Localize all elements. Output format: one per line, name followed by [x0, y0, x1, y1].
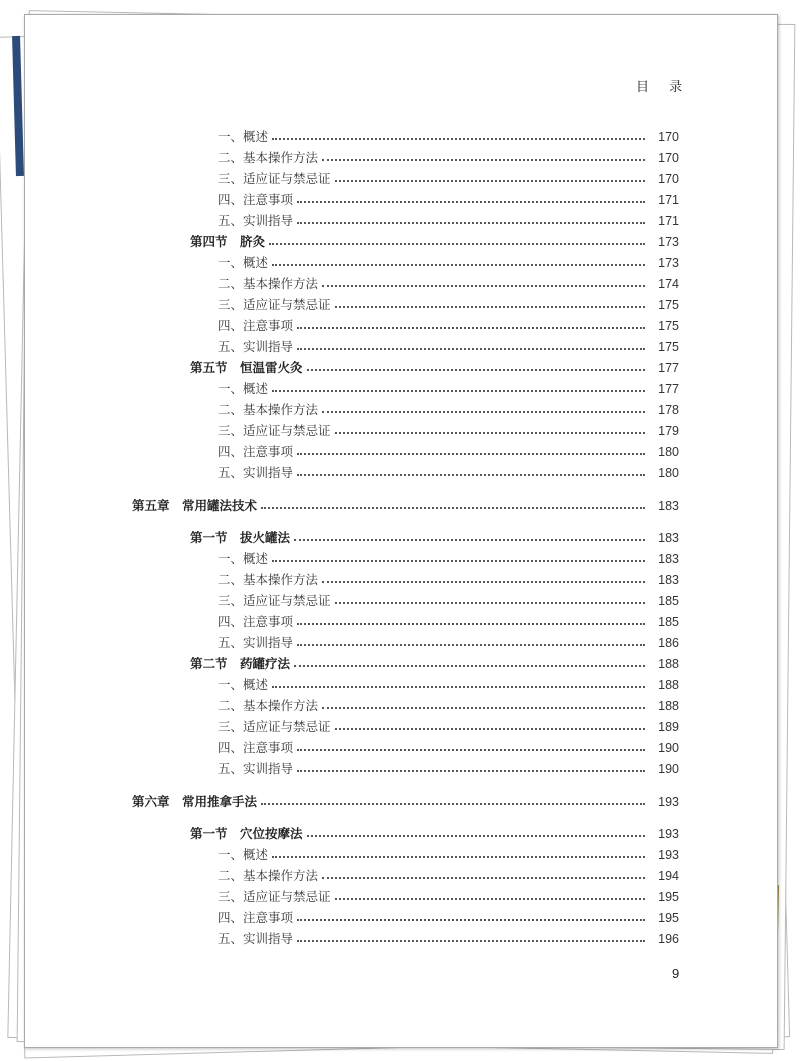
- toc-item-entry[interactable]: [218, 334, 679, 354]
- toc-entry-page-number: 183: [658, 552, 679, 566]
- toc-entry-title: 一、概述: [218, 129, 269, 144]
- dot-leader: [297, 348, 645, 350]
- toc-entry-page-number: 170: [658, 172, 679, 186]
- toc-item-entry[interactable]: [218, 863, 679, 883]
- toc-section-entry[interactable]: [190, 821, 679, 841]
- toc-section-entry[interactable]: [190, 355, 679, 375]
- dot-leader: [335, 432, 645, 434]
- toc-entry-page-number: 188: [658, 657, 679, 671]
- toc-entry-page-number: 175: [658, 340, 679, 354]
- toc-entry-title: 第五节 恒温雷火灸: [190, 360, 303, 375]
- toc-item-entry[interactable]: [218, 124, 679, 144]
- toc-entry-title: 五、实训指导: [218, 339, 294, 354]
- dot-leader: [297, 201, 645, 203]
- toc-entry-page-number: 188: [658, 678, 679, 692]
- dot-leader: [335, 728, 645, 730]
- toc-entry-page-number: 189: [658, 720, 679, 734]
- toc-chapter-entry[interactable]: [132, 493, 679, 513]
- toc-item-entry[interactable]: [218, 884, 679, 904]
- toc-entry-title: 二、基本操作方法: [218, 572, 319, 587]
- toc-entry-page-number: 179: [658, 424, 679, 438]
- toc-entry-title: 四、注意事项: [218, 444, 294, 459]
- toc-item-entry[interactable]: [218, 313, 679, 333]
- dot-leader: [322, 581, 645, 583]
- dot-leader: [297, 770, 645, 772]
- toc-item-entry[interactable]: [218, 208, 679, 228]
- toc-entry-page-number: 183: [658, 531, 679, 545]
- dot-leader: [272, 138, 645, 140]
- toc-entry-page-number: 195: [658, 911, 679, 925]
- toc-entry-page-number: 175: [658, 319, 679, 333]
- dot-leader: [294, 539, 645, 541]
- dot-leader: [272, 560, 645, 562]
- toc-entry-title: 二、基本操作方法: [218, 276, 319, 291]
- dot-leader: [272, 686, 645, 688]
- toc-entry-title: 三、适应证与禁忌证: [218, 593, 331, 608]
- dot-leader: [297, 749, 645, 751]
- dot-leader: [335, 898, 645, 900]
- toc-item-entry[interactable]: [218, 693, 679, 713]
- toc-entry-title: 四、注意事项: [218, 614, 294, 629]
- toc-entry-title: 五、实训指导: [218, 465, 294, 480]
- toc-entry-title: 第二节 药罐疗法: [190, 656, 291, 671]
- toc-item-entry[interactable]: [218, 250, 679, 270]
- toc-item-entry[interactable]: [218, 588, 679, 608]
- toc-entry-title: 二、基本操作方法: [218, 402, 319, 417]
- toc-entry-page-number: 173: [658, 256, 679, 270]
- toc-entry-page-number: 170: [658, 130, 679, 144]
- page-header-title: 目 录: [636, 80, 691, 95]
- toc-entry-title: 三、适应证与禁忌证: [218, 889, 331, 904]
- toc-entry-title: 三、适应证与禁忌证: [218, 171, 331, 186]
- toc-section-entry[interactable]: [190, 651, 679, 671]
- toc-entry-title: 第四节 脐灸: [190, 234, 266, 249]
- toc-section-entry[interactable]: [190, 229, 679, 249]
- toc-item-entry[interactable]: [218, 166, 679, 186]
- dot-leader: [297, 940, 645, 942]
- toc-entry-page-number: 183: [658, 499, 679, 513]
- dot-leader: [297, 327, 645, 329]
- toc-entry-title: 第一节 穴位按摩法: [190, 826, 303, 841]
- toc-item-entry[interactable]: [218, 567, 679, 587]
- dot-leader: [297, 623, 645, 625]
- toc-entry-page-number: 193: [658, 795, 679, 809]
- toc-entry-title: 一、概述: [218, 381, 269, 396]
- toc-entry-page-number: 196: [658, 932, 679, 946]
- toc-item-entry[interactable]: [218, 145, 679, 165]
- toc-item-entry[interactable]: [218, 735, 679, 755]
- toc-entry-title: 五、实训指导: [218, 931, 294, 946]
- dot-leader: [297, 474, 645, 476]
- toc-entry-title: 三、适应证与禁忌证: [218, 719, 331, 734]
- toc-entry-page-number: 193: [658, 848, 679, 862]
- dot-leader: [335, 180, 645, 182]
- toc-entry-page-number: 180: [658, 466, 679, 480]
- toc-section-entry[interactable]: [190, 525, 679, 545]
- toc-entry-page-number: 185: [658, 594, 679, 608]
- dot-leader: [307, 835, 645, 837]
- dot-leader: [322, 411, 645, 413]
- toc-entry-title: 五、实训指导: [218, 761, 294, 776]
- toc-entry-title: 一、概述: [218, 551, 269, 566]
- toc-entry-page-number: 173: [658, 235, 679, 249]
- toc-entry-title: 第五章 常用罐法技术: [132, 498, 258, 513]
- toc-item-entry[interactable]: [218, 292, 679, 312]
- dot-leader: [322, 285, 645, 287]
- dot-leader: [322, 707, 645, 709]
- dot-leader: [297, 222, 645, 224]
- dot-leader: [297, 644, 645, 646]
- toc-entry-page-number: 171: [658, 193, 679, 207]
- toc-entry-page-number: 178: [658, 403, 679, 417]
- toc-item-entry[interactable]: [218, 546, 679, 566]
- toc-entry-page-number: 177: [658, 361, 679, 375]
- toc-item-entry[interactable]: [218, 630, 679, 650]
- toc-item-entry[interactable]: [218, 609, 679, 629]
- toc-entry-page-number: 170: [658, 151, 679, 165]
- toc-item-entry[interactable]: [218, 926, 679, 946]
- dot-leader: [269, 243, 645, 245]
- toc-item-entry[interactable]: [218, 672, 679, 692]
- toc-entry-page-number: 177: [658, 382, 679, 396]
- toc-item-entry[interactable]: [218, 460, 679, 480]
- toc-entry-title: 三、适应证与禁忌证: [218, 423, 331, 438]
- toc-entry-title: 四、注意事项: [218, 910, 294, 925]
- dot-leader: [294, 665, 645, 667]
- toc-entry-page-number: 193: [658, 827, 679, 841]
- dot-leader: [272, 390, 645, 392]
- toc-entry-title: 四、注意事项: [218, 318, 294, 333]
- toc-entry-page-number: 190: [658, 762, 679, 776]
- toc-entry-page-number: 174: [658, 277, 679, 291]
- toc-chapter-entry[interactable]: [132, 789, 679, 809]
- toc-item-entry[interactable]: [218, 397, 679, 417]
- toc-entry-page-number: 188: [658, 699, 679, 713]
- toc-entry-page-number: 190: [658, 741, 679, 755]
- toc-entry-title: 四、注意事项: [218, 740, 294, 755]
- dot-leader: [335, 602, 645, 604]
- toc-item-entry[interactable]: [218, 842, 679, 862]
- toc-entry-page-number: 180: [658, 445, 679, 459]
- toc-entry-title: 第六章 常用推拿手法: [132, 794, 258, 809]
- toc-entry-page-number: 194: [658, 869, 679, 883]
- toc-item-entry[interactable]: [218, 187, 679, 207]
- dot-leader: [335, 306, 645, 308]
- dot-leader: [297, 453, 645, 455]
- toc-entry-title: 一、概述: [218, 847, 269, 862]
- toc-item-entry[interactable]: [218, 376, 679, 396]
- toc-entry-title: 第一节 拔火罐法: [190, 530, 291, 545]
- toc-item-entry[interactable]: [218, 905, 679, 925]
- toc-item-entry[interactable]: [218, 271, 679, 291]
- toc-entry-title: 二、基本操作方法: [218, 698, 319, 713]
- toc-entry-page-number: 195: [658, 890, 679, 904]
- dot-leader: [261, 507, 645, 509]
- toc-entry-title: 五、实训指导: [218, 213, 294, 228]
- dot-leader: [322, 159, 645, 161]
- toc-item-entry[interactable]: [218, 714, 679, 734]
- dot-leader: [322, 877, 645, 879]
- toc-entry-title: 二、基本操作方法: [218, 868, 319, 883]
- toc-entry-title: 一、概述: [218, 255, 269, 270]
- toc-entry-title: 一、概述: [218, 677, 269, 692]
- toc-entry-page-number: 183: [658, 573, 679, 587]
- toc-entry-title: 三、适应证与禁忌证: [218, 297, 331, 312]
- toc-entry-page-number: 171: [658, 214, 679, 228]
- toc-entry-title: 四、注意事项: [218, 192, 294, 207]
- toc-entry-page-number: 185: [658, 615, 679, 629]
- toc-entry-page-number: 186: [658, 636, 679, 650]
- toc-entry-title: 五、实训指导: [218, 635, 294, 650]
- toc-entry-page-number: 175: [658, 298, 679, 312]
- dot-leader: [272, 856, 645, 858]
- toc-item-entry[interactable]: [218, 756, 679, 776]
- toc-item-entry[interactable]: [218, 439, 679, 459]
- page-number: 9: [672, 966, 680, 981]
- toc-entry-title: 二、基本操作方法: [218, 150, 319, 165]
- toc-item-entry[interactable]: [218, 418, 679, 438]
- dot-leader: [307, 369, 645, 371]
- dot-leader: [261, 803, 645, 805]
- dot-leader: [272, 264, 645, 266]
- dot-leader: [297, 919, 645, 921]
